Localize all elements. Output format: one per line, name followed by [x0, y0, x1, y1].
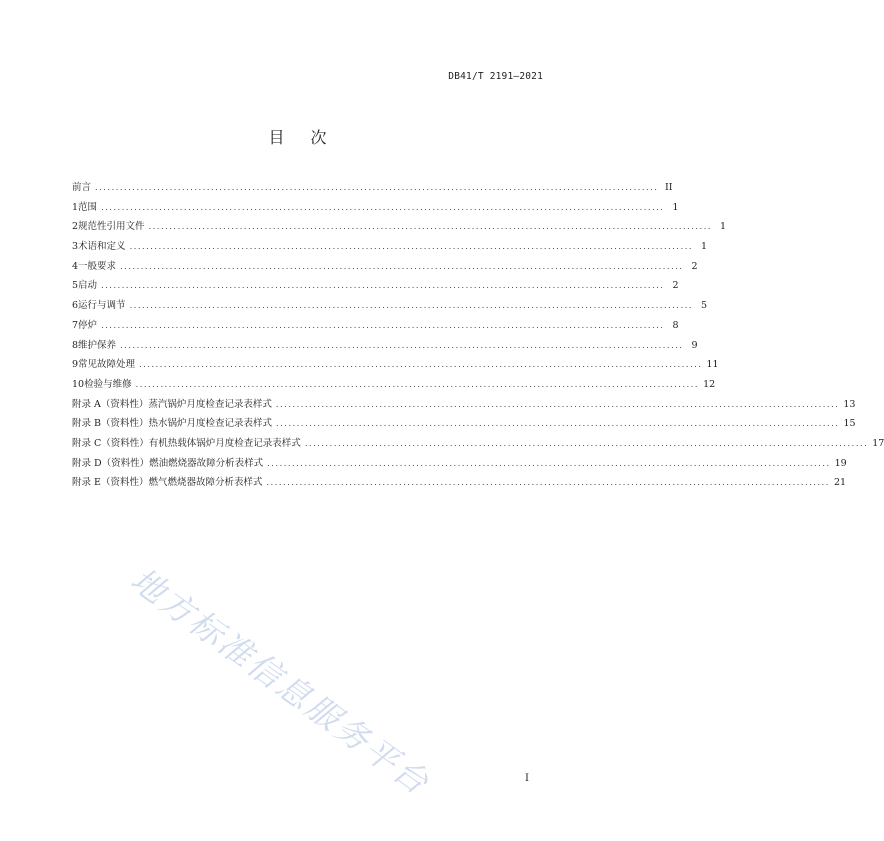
standard-number: DB41/T 2191—2021 — [448, 71, 543, 82]
toc-entry-page: 21 — [833, 477, 847, 489]
toc-entry-label: 有机热载体锅炉月度检查记录表样式 — [148, 437, 301, 449]
toc-entry-number: 附录 A（资料性） — [72, 398, 149, 410]
toc-entry-page: 2 — [691, 260, 698, 272]
toc-entry[interactable] — [72, 356, 719, 376]
toc-entry[interactable] — [72, 415, 856, 435]
toc-leader-dots: ........................................................................................................................................ — [129, 301, 694, 311]
toc-leader-dots: ........................................................................................................................................ — [120, 340, 684, 350]
toc-entry-number: 附录 B（资料性） — [72, 418, 149, 430]
toc-entry-label: 规范性引用文件 — [78, 221, 145, 233]
toc-leader-dots: ........................................................................................................................................ — [120, 261, 684, 271]
toc-entry-label: 启动 — [78, 280, 98, 292]
toc-entry-number: 9 — [72, 359, 79, 371]
toc-entry-label: 前言 — [72, 182, 92, 193]
watermark: 地方标准信息服务平台 — [123, 559, 438, 804]
toc-entry-number: 附录 D（资料性） — [72, 457, 150, 469]
title-char-2: 次 — [310, 128, 327, 147]
toc-entry[interactable] — [72, 396, 856, 416]
toc-entry-number: 8 — [72, 339, 79, 351]
toc-entry-page: II — [664, 182, 673, 193]
page-title — [0, 125, 595, 148]
toc-entry-page: 15 — [843, 418, 856, 430]
toc-entry-number: 2 — [72, 221, 79, 233]
toc-entry-page: 17 — [872, 437, 884, 449]
toc-leader-dots: ........................................................................................................................................ — [267, 458, 831, 468]
toc-entry-page: 12 — [703, 378, 716, 390]
toc-entry-label: 术语和定义 — [78, 241, 126, 253]
toc-entry[interactable] — [72, 317, 679, 337]
toc-entry[interactable] — [72, 218, 727, 238]
toc-entry[interactable] — [72, 277, 679, 297]
toc-entry-page: 1 — [719, 221, 727, 233]
toc-leader-dots: ........................................................................................................................................ — [139, 360, 703, 370]
toc-entry-number: 6 — [72, 300, 79, 312]
toc-entry[interactable] — [72, 199, 679, 219]
toc-entry[interactable] — [72, 297, 708, 317]
toc-entry-label: 停炉 — [78, 319, 98, 331]
toc-leader-dots: ........................................................................................................................................ — [101, 320, 665, 330]
toc-entry[interactable] — [72, 474, 847, 494]
toc-entry-label: 燃气燃烧器故障分析表样式 — [148, 477, 263, 489]
toc-entry-number: 7 — [72, 319, 79, 331]
title-char-1: 目 — [268, 128, 285, 147]
toc-entry-page: 2 — [672, 280, 679, 292]
toc-leader-dots: ........................................................................................................................................ — [129, 242, 694, 252]
toc-entry-page: 9 — [691, 339, 698, 351]
toc-entry-label: 运行与调节 — [78, 300, 126, 312]
toc-entry[interactable] — [72, 179, 673, 199]
page-number: I — [525, 773, 529, 784]
table-of-contents — [72, 179, 884, 494]
toc-leader-dots: ........................................................................................................................................ — [101, 281, 665, 291]
toc-entry-page: 19 — [834, 457, 847, 469]
toc-entry-number: 10 — [72, 378, 85, 390]
toc-entry-label: 燃油燃烧器故障分析表样式 — [149, 457, 264, 469]
toc-entry-label: 一般要求 — [78, 260, 117, 272]
toc-entry-label: 检验与维修 — [84, 378, 132, 390]
toc-entry-number: 附录 C（资料性） — [72, 437, 149, 449]
toc-entry-label: 维护保养 — [78, 339, 117, 351]
toc-leader-dots: ........................................................................................................................................ — [276, 419, 840, 429]
toc-leader-dots: ........................................................................................................................................ — [101, 202, 665, 212]
toc-leader-dots: ........................................................................................................................................ — [304, 438, 869, 448]
toc-leader-dots: ........................................................................................................................................ — [266, 478, 830, 488]
toc-entry[interactable] — [72, 258, 698, 278]
toc-entry[interactable] — [72, 435, 884, 455]
toc-entry-page: 13 — [843, 398, 856, 410]
toc-leader-dots: ........................................................................................................................................ — [135, 379, 700, 389]
toc-entry-number: 5 — [72, 280, 79, 292]
toc-entry[interactable] — [72, 238, 708, 258]
toc-entry[interactable] — [72, 337, 698, 357]
toc-leader-dots: ........................................................................................................................................ — [95, 183, 659, 192]
toc-entry-label: 常见故障处理 — [78, 359, 136, 371]
toc-entry-page: 11 — [706, 359, 719, 371]
toc-entry-page: 8 — [672, 319, 679, 331]
toc-entry[interactable] — [72, 376, 716, 396]
toc-entry-page: 1 — [672, 201, 679, 213]
toc-entry-label: 蒸汽锅炉月度检查记录表样式 — [148, 398, 272, 410]
toc-entry-number: 1 — [72, 201, 79, 213]
toc-entry-number: 附录 E（资料性） — [72, 477, 149, 489]
toc-entry-number: 3 — [72, 241, 79, 253]
toc-entry-label: 范围 — [78, 201, 98, 213]
toc-entry-page: 1 — [700, 241, 708, 253]
toc-entry[interactable] — [72, 455, 847, 475]
toc-entry-page: 5 — [700, 300, 708, 312]
toc-entry-label: 热水锅炉月度检查记录表样式 — [148, 418, 273, 430]
toc-leader-dots: ........................................................................................................................................ — [275, 399, 840, 409]
toc-leader-dots: ........................................................................................................................................ — [148, 222, 713, 232]
toc-entry-number: 4 — [72, 260, 79, 272]
